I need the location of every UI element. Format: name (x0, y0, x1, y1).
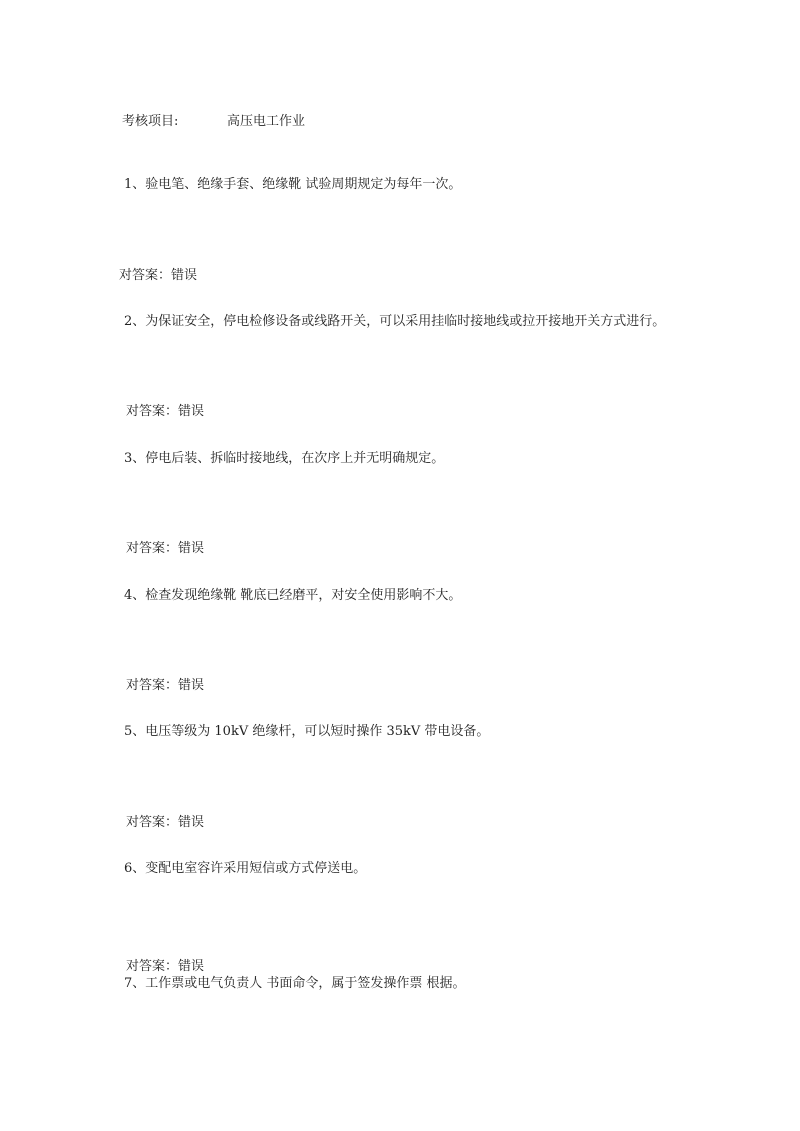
answer-1: 对答案：错误 (119, 268, 198, 283)
answer-2: 对答案：错误 (126, 404, 205, 419)
answer-5: 对答案：错误 (126, 815, 205, 830)
question-3: 3、停电后装、拆临时接地线，在次序上并无明确规定。 (124, 451, 445, 466)
question-1: 1、验电笔、绝缘手套、绝缘靴 试验周期规定为每年一次。 (124, 177, 462, 192)
assessment-label: 考核项目: (122, 114, 179, 129)
answer-6: 对答案：错误 (126, 959, 205, 974)
answer-3: 对答案：错误 (126, 541, 205, 556)
answer-4: 对答案：错误 (126, 678, 205, 693)
question-2: 2、为保证安全，停电检修设备或线路开关，可以采用挂临时接地线或拉开接地开关方式进行。 (124, 314, 666, 329)
question-5: 5、电压等级为 10kV 绝缘杆，可以短时操作 35kV 带电设备。 (124, 724, 490, 739)
question-6: 6、变配电室容许采用短信或方式停送电。 (124, 861, 367, 876)
assessment-subject: 高压电工作业 (227, 114, 306, 129)
question-7: 7、工作票或电气负责人 书面命令，属于签发操作票 根据。 (124, 976, 466, 991)
question-4: 4、检查发现绝缘靴 靴底已经磨平，对安全使用影响不大。 (124, 588, 462, 603)
